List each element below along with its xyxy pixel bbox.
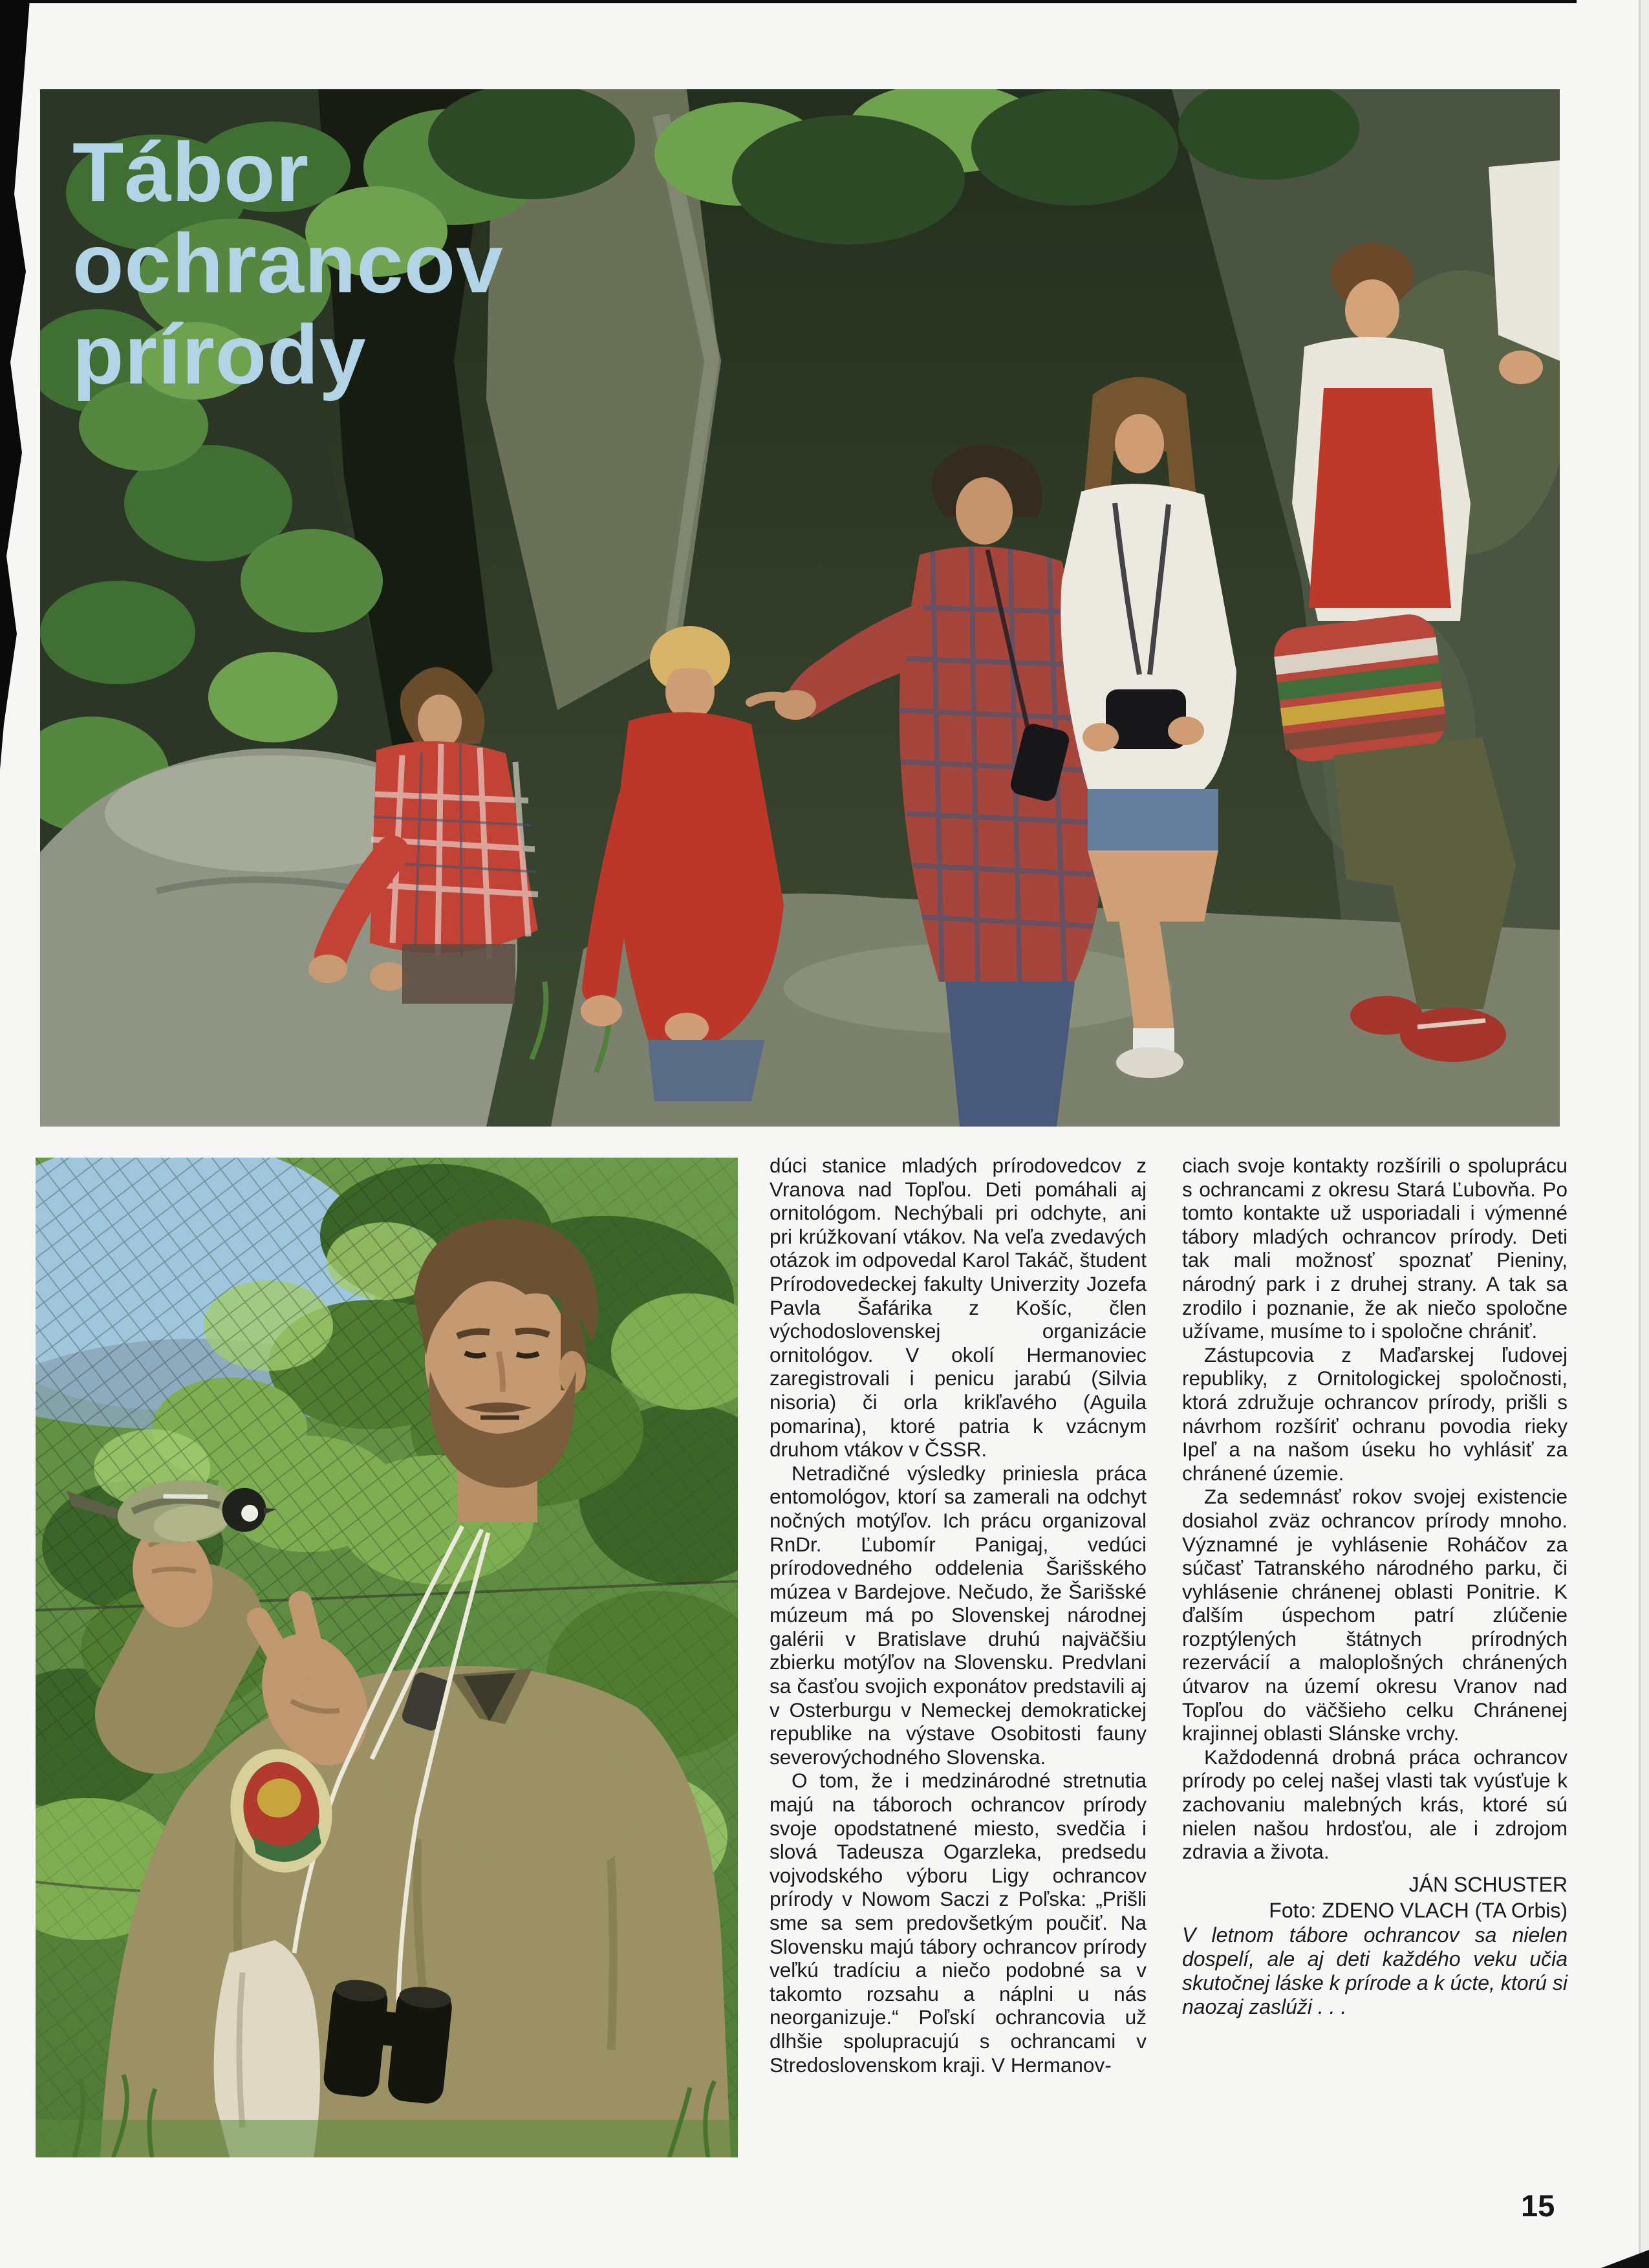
paragraph: O tom, že i medzinárodné stretnutia majú na táboroch ochrancov prírody svoje opodstatnené miesto, svedčia i slová Tadeusza Ogarzleka, predsedu vojvodského výboru Ligy ochrancov prírody v Nowom Saczi z Poľska: „Prišli sme sa sem predovšetkým poučiť. Na Slovensku majú tábory ochrancov prírody veľkú tradíciu a niečo podobné sa v takomto rozsahu a náplni u nás neorganizuje.“ Poľskí ochrancovia už dlhšie spolupracujú s ochrancami v Stredoslovenskom kraji. V Hermanov- (770, 1769, 1147, 2077)
page-edge-shade (1641, 0, 1649, 2268)
paragraph: Netradičné výsledky priniesla práca entomológov, ktorí sa zamerali na odchyt nočných motýľov. Ich prácu organizoval RnDr. Ľubomír Panigaj, vedúci prírodovedného oddelenia Šarišského múzea v Bardejove. Nečudo, že Šarišské múzeum má po Slovenskej národnej galérii v Bratislave druhú najväčšiu zbierku motýľov na Slovensku. Predvlani sa časťou svojich exponátov predstavili aj v Osterburgu v Nemeckej demokratickej republike na výstave Osobitosti fauny severovýchodného Slovenska. (770, 1461, 1147, 1769)
paragraph: dúci stanice mladých prírodovedcov z Vranova nad Topľou. Deti pomáhali aj ornitológom. Nechýbali pri odchyte, ani pri krúžkovaní vtákov. Na veľa zvedavých otázok im odpovedal Karol Takáč, študent Prírodovedeckej fakulty Univerzity Jozefa Pavla Šafárika z Košíc, člen východoslovenskej organizácie ornitológov. V okolí Hermanoviec zaregistrovali i penicu jarabú (Silvia nisoria) či orla krikľavého (Aguila pomarina), ktoré patria k vzácnym druhom vtákov v ČSSR. (770, 1154, 1147, 1462)
scan-torn-edge-artifact (0, 0, 39, 776)
photo-credit: Foto: ZDENO VLACH (TA Orbis) (1269, 1898, 1568, 1922)
striped-knit-jacket (1271, 611, 1449, 764)
article-column-2 (1182, 1154, 1568, 2019)
photo-caption: V letnom tábore ochrancov sa nielen dospelí, ale aj deti každého veku učia skutočnej láske k prírode a k úcte, ktorú si naozaj zaslúži . . . (1182, 1923, 1568, 2018)
scan-top-edge-artifact (0, 0, 1577, 3)
title-line-3: prírody (72, 307, 367, 402)
paragraph: ciach svoje kontakty rozšírili o spoluprácu s ochrancami z okresu Stará Ľubovňa. Po tomto kontakte už usporiadali i výmenné tábory mladých ochrancov prírody. Deti tak mali možnosť spoznať Pieniny, národný park i z druhej strany. A tak sa zrodilo i poznanie, že ak niečo spoločne užívame, musíme to i spoločne chrániť. (1182, 1154, 1568, 1343)
article-column-1 (770, 1154, 1147, 2164)
paragraph: Zástupcovia z Maďarskej ľudovej republiky, z Ornitologickej spoločnosti, ktorá združuje ochrancov prírody, prišli s návrhom rozšíriť ochranu povodia rieky Ipeľ a na našom úseku ho vyhlásiť za chránené územie. (1182, 1343, 1568, 1485)
page-number: 15 (1521, 2188, 1555, 2223)
byline (1182, 1872, 1568, 1923)
page-title (72, 127, 503, 400)
title-line-2: ochrancov (72, 216, 504, 310)
title-line-1: Tábor (72, 125, 310, 219)
paragraph: Každodenná drobná práca ochrancov prírody po celej našej vlasti tak vyúsťuje k zachovaniu malebných krás, ktoré sú nielen našou hrdosťou, ale i zdrojom zdravia a života. (1182, 1745, 1568, 1864)
bottom-photo (36, 1158, 738, 2157)
byline-author: JÁN SCHUSTER (1408, 1872, 1568, 1896)
top-photo (40, 89, 1560, 1127)
paragraph: Za sedemnásť rokov svojej existencie dosiahol zväz ochrancov prírody mnoho. Významné je vyhlásenie Roháčov za súčasť Tatranského národného parku, či vyhlásenie chránenej oblasti Ponitrie. K ďalším úspechom patrí zlúčenie rozptýlených štátnych prírodných rezervácií a maloplošných chránených útvarov na území okresu Vranov nad Topľou do väčšieho celku Chránenej krajinnej oblasti Slánske vrchy. (1182, 1485, 1568, 1745)
bottom-photo-illustration (36, 1158, 738, 2157)
